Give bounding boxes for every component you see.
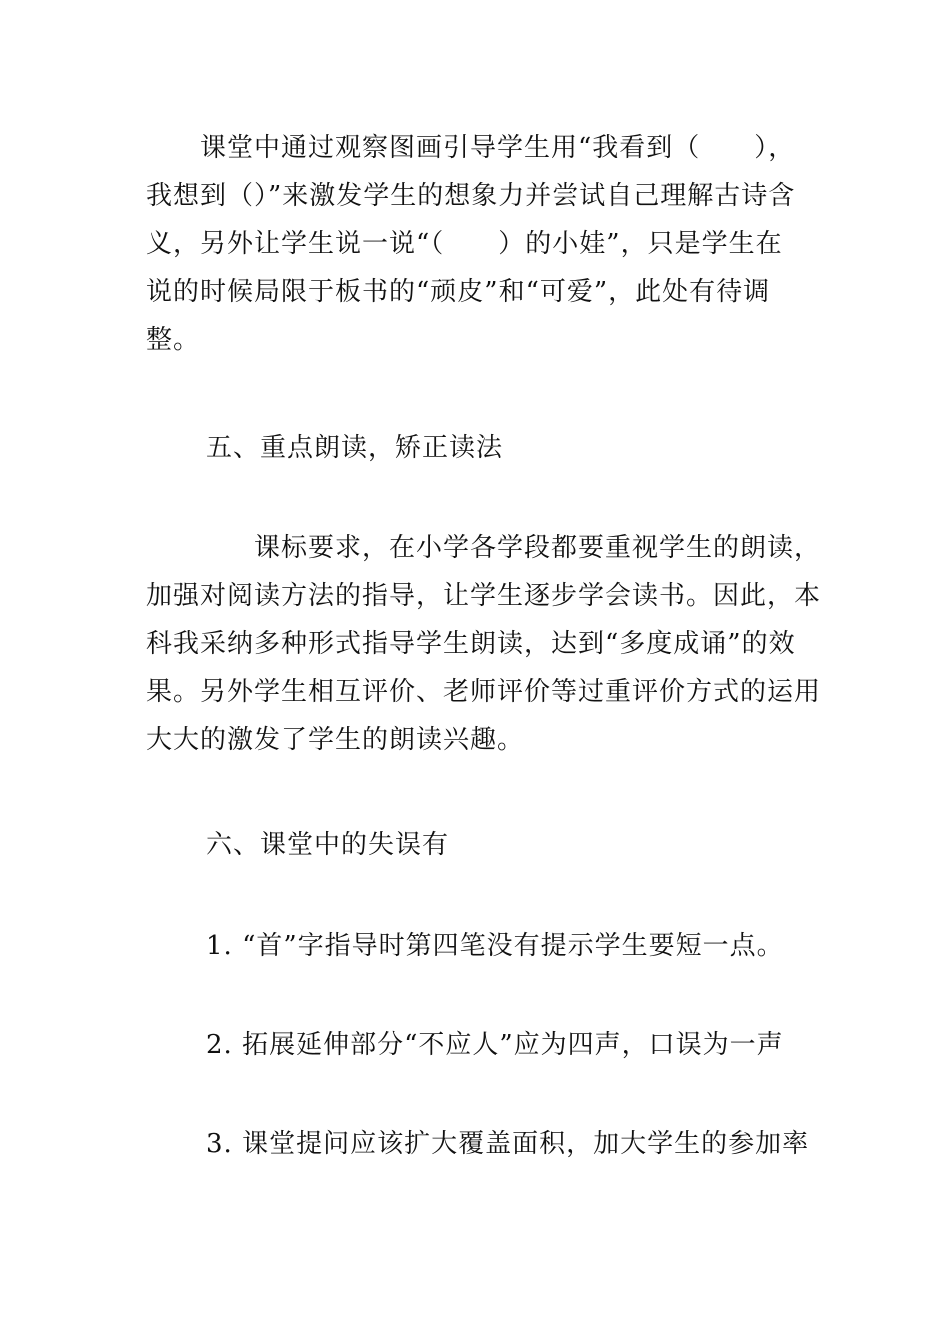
mistake-item-1: 1. “首”字指导时第四笔没有提示学生要短一点。 (206, 931, 784, 961)
paragraph-line: 课堂中通过观察图画引导学生用“我看到（ ）， (146, 133, 796, 163)
paragraph-line: 加强对阅读方法的指导，让学生逐步学会读书。因此，本 (146, 581, 822, 611)
paragraph-line: 课标要求，在小学各学段都要重视学生的朗读， (146, 533, 822, 563)
section-heading-5: 五、重点朗读，矫正读法 (206, 433, 504, 463)
paragraph-reading (146, 524, 822, 764)
paragraph-line: 大大的激发了学生的朗读兴趣。 (146, 725, 525, 755)
section-heading-6: 六、课堂中的失误有 (206, 830, 450, 860)
mistake-item-3: 3. 课堂提问应该扩大覆盖面积，加大学生的参加率 (206, 1129, 810, 1159)
paragraph-observation (146, 124, 810, 364)
paragraph-line: 整。 (146, 325, 201, 355)
paragraph-line: 说的时候局限于板书的“顽皮”和“可爱”，此处有待调 (146, 277, 771, 307)
mistake-item-2: 2. 拓展延伸部分“不应人”应为四声，口误为一声 (206, 1030, 784, 1060)
paragraph-line: 科我采纳多种形式指导学生朗读，达到“多度成诵”的效 (146, 629, 796, 659)
paragraph-line: 果。另外学生相互评价、老师评价等过重评价方式的运用 (146, 677, 822, 707)
paragraph-line: 我想到（）”来激发学生的想象力并尝试自己理解古诗含 (146, 181, 796, 211)
paragraph-line: 义，另外让学生说一说“（ ）的小娃”，只是学生在 (146, 229, 783, 259)
